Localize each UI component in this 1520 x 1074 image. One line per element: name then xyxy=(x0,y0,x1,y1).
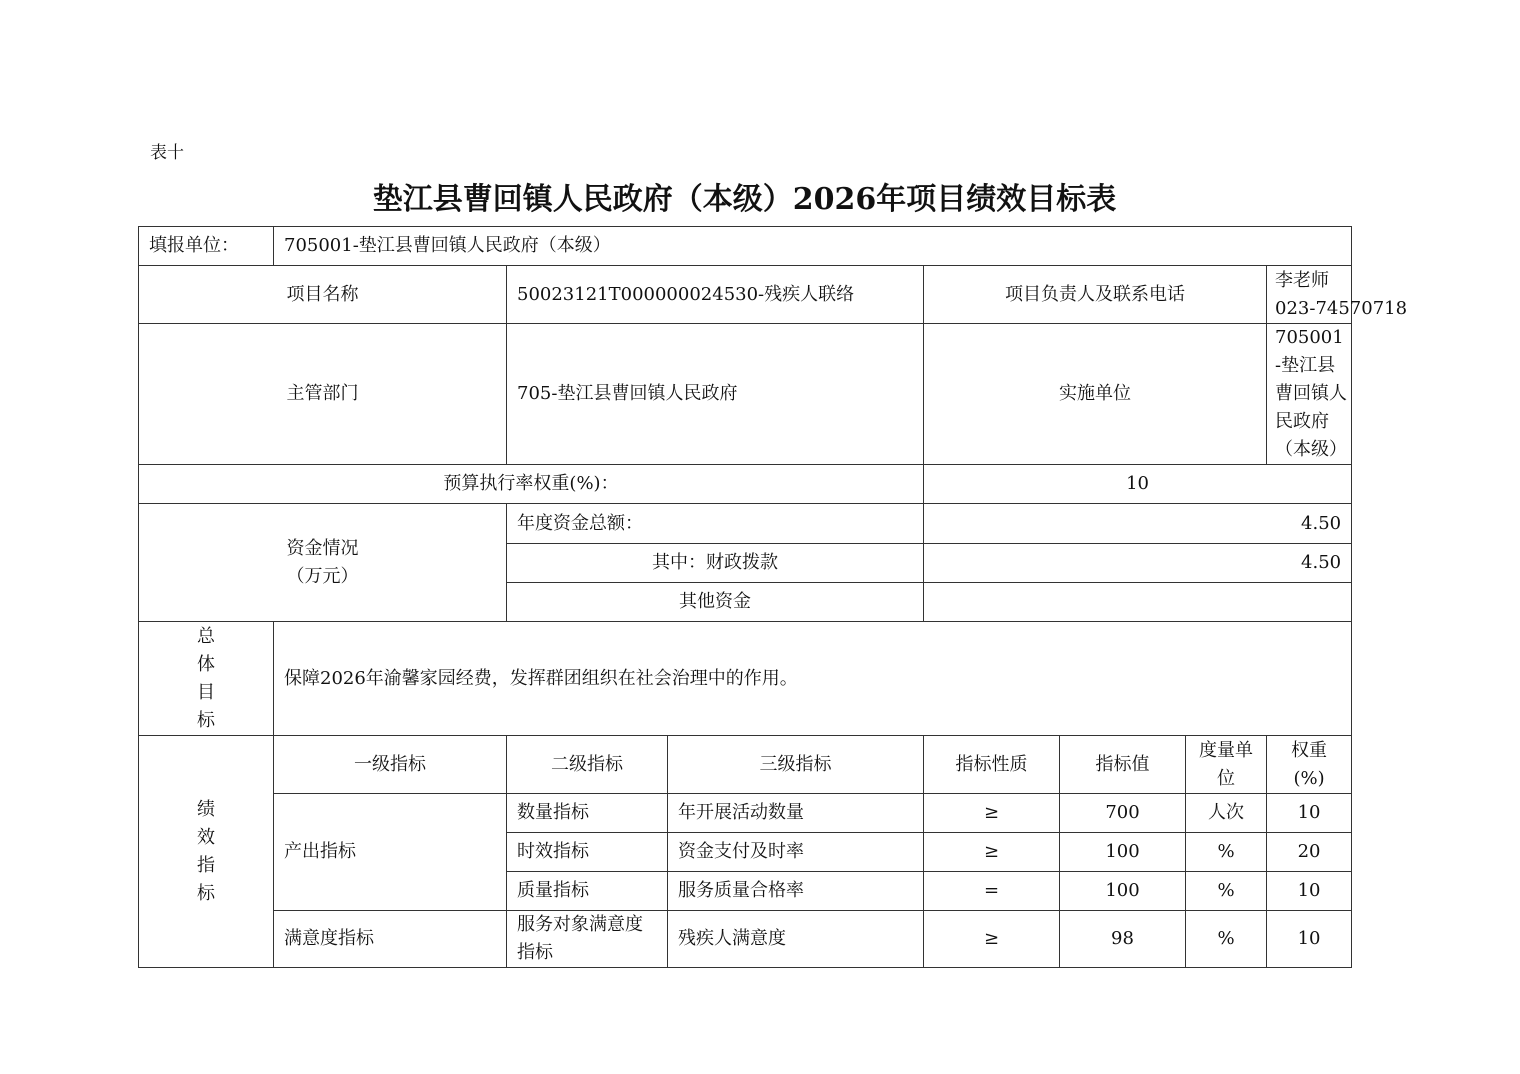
nature-cell: = xyxy=(924,872,1060,911)
overall-goal-label xyxy=(139,622,274,736)
header-weight: 权重(%) xyxy=(1267,736,1352,794)
table-number: 表十 xyxy=(150,143,184,163)
value-cell: 100 xyxy=(1060,833,1186,872)
dept-label: 主管部门 xyxy=(139,324,507,465)
nature-cell: ≥ xyxy=(924,911,1060,968)
project-name-label: 项目名称 xyxy=(139,266,507,324)
funds-total-value: 4.50 xyxy=(924,504,1352,544)
weight-cell: 10 xyxy=(1267,872,1352,911)
weight-cell: 10 xyxy=(1267,911,1352,968)
level2-cell: 时效指标 xyxy=(507,833,668,872)
level2-cell: 质量指标 xyxy=(507,872,668,911)
header-nature: 指标性质 xyxy=(924,736,1060,794)
project-contact-label: 项目负责人及联系电话 xyxy=(924,266,1267,324)
weight-cell: 20 xyxy=(1267,833,1352,872)
value-cell: 98 xyxy=(1060,911,1186,968)
level3-cell: 残疾人满意度 xyxy=(668,911,924,968)
funds-label-line1: 资金情况 xyxy=(286,537,359,559)
project-contact-value xyxy=(1267,266,1408,324)
unit-cell: % xyxy=(1186,833,1267,872)
unit-cell: % xyxy=(1186,911,1267,968)
overall-goal-row xyxy=(139,622,1352,736)
header-level3: 三级指标 xyxy=(668,736,924,794)
header-level2: 二级指标 xyxy=(507,736,668,794)
funds-fiscal-label: 其中：财政拨款 xyxy=(507,544,924,583)
value-cell: 700 xyxy=(1060,794,1186,833)
level1-satisfaction: 满意度指标 xyxy=(274,911,507,968)
table-row xyxy=(139,794,1352,833)
funds-total-row xyxy=(139,504,1352,544)
unit-cell: 人次 xyxy=(1186,794,1267,833)
performance-char: 指 xyxy=(197,854,215,876)
project-name-row xyxy=(139,266,1352,324)
funds-fiscal-value: 4.50 xyxy=(924,544,1352,583)
project-name-value: 50023121T000000024530-残疾人联络 xyxy=(507,266,924,324)
level2-cell: 数量指标 xyxy=(507,794,668,833)
funds-label-line2: （万元） xyxy=(286,565,359,587)
funds-other-value xyxy=(924,583,1352,622)
value-cell: 100 xyxy=(1060,872,1186,911)
overall-goal-char: 体 xyxy=(197,653,215,675)
level3-cell: 年开展活动数量 xyxy=(668,794,924,833)
header-level1: 一级指标 xyxy=(274,736,507,794)
performance-target-table xyxy=(138,226,1408,968)
performance-char: 标 xyxy=(197,882,215,904)
performance-char: 效 xyxy=(197,826,215,848)
dept-value: 705-垫江县曹回镇人民政府 xyxy=(507,324,924,465)
reporting-unit-label: 填报单位： xyxy=(139,227,274,266)
unit-cell: % xyxy=(1186,872,1267,911)
header-value: 指标值 xyxy=(1060,736,1186,794)
reporting-unit-row xyxy=(139,227,1352,266)
impl-unit-value: 705001-垫江县曹回镇人民政府（本级） xyxy=(1267,324,1352,465)
budget-rate-value: 10 xyxy=(924,465,1352,504)
table-row xyxy=(139,911,1352,968)
funds-other-label: 其他资金 xyxy=(507,583,924,622)
budget-rate-label: 预算执行率权重(%)： xyxy=(139,465,924,504)
indicator-header-row xyxy=(139,736,1352,794)
level3-cell: 服务质量合格率 xyxy=(668,872,924,911)
performance-char: 绩 xyxy=(197,798,215,820)
nature-cell: ≥ xyxy=(924,833,1060,872)
funds-label xyxy=(139,504,507,622)
contact-name: 李老师 xyxy=(1275,269,1329,291)
impl-unit-label: 实施单位 xyxy=(924,324,1267,465)
nature-cell: ≥ xyxy=(924,794,1060,833)
overall-goal-char: 目 xyxy=(197,681,215,703)
overall-goal-char: 总 xyxy=(197,625,215,647)
department-row xyxy=(139,324,1352,465)
header-unit: 度量单位 xyxy=(1186,736,1267,794)
contact-phone: 023-74570718 xyxy=(1275,297,1408,319)
overall-goal-char: 标 xyxy=(197,709,215,731)
reporting-unit-value: 705001-垫江县曹回镇人民政府（本级） xyxy=(274,227,1352,266)
page-title: 垫江县曹回镇人民政府（本级）2026年项目绩效目标表 xyxy=(372,182,1117,217)
level1-output: 产出指标 xyxy=(274,794,507,911)
funds-total-label: 年度资金总额： xyxy=(507,504,924,544)
weight-cell: 10 xyxy=(1267,794,1352,833)
budget-rate-row xyxy=(139,465,1352,504)
level3-cell: 资金支付及时率 xyxy=(668,833,924,872)
level2-cell: 服务对象满意度指标 xyxy=(507,911,668,968)
overall-goal-text: 保障2026年渝馨家园经费，发挥群团组织在社会治理中的作用。 xyxy=(274,622,1352,736)
performance-label xyxy=(139,736,274,968)
